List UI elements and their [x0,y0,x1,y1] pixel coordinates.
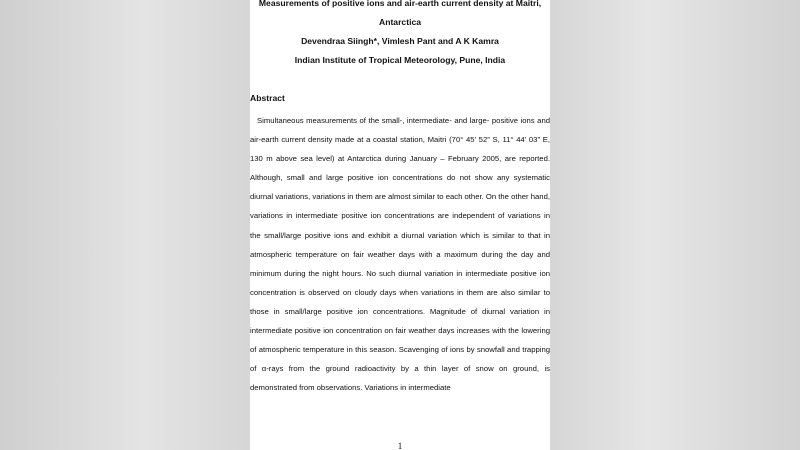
author-list: Devendraa Siingh*, Vimlesh Pant and A K Kamra [301,36,499,46]
page-number: 1 [397,441,403,450]
document-page [250,0,550,450]
abstract-heading: Abstract [250,93,285,103]
paper-title-line-2: Antarctica [378,17,422,27]
affiliation: Indian Institute of Tropical Meteorology, Pune, India [294,55,506,65]
blurred-background-right [550,0,800,450]
abstract-text: Simultaneous measurements of the small-, intermediate- and large- positive ions and air-earth current density made at a coastal station, Maitri (70° 45’ 52” S, 11° 44’ 03” E, 130 m above sea level) at Antarctica during January – February 2005, are reported. Although, small and large positive ion concentrations do not show any systematic diurnal variations, variations in them are almost similar to each other. On the other hand, variations in intermediate positive ion concentrations are independent of variations in the small/large positive ions and exhibit a diurnal variation which is similar to that in atmospheric temperature on fair weather days with a maximum during the day and minimum during the night hours. No such diurnal variation in intermediate positive ion concentration is observed on cloudy days when variations in them are also similar to those in small/large positive ion concentrations. Magnitude of diurnal variation in intermediate positive ion concentration on fair weather days increases with the lowering of atmospheric temperature in this season. Scavenging of ions by snowfall and trapping of α-rays from the ground radioactivity by a thin layer of snow on ground, is demonstrated from observations. Variations in intermediate [250,116,550,393]
paper-title-line-1: Measurements of positive ions and air-earth current density at Maitri, [258,0,542,8]
